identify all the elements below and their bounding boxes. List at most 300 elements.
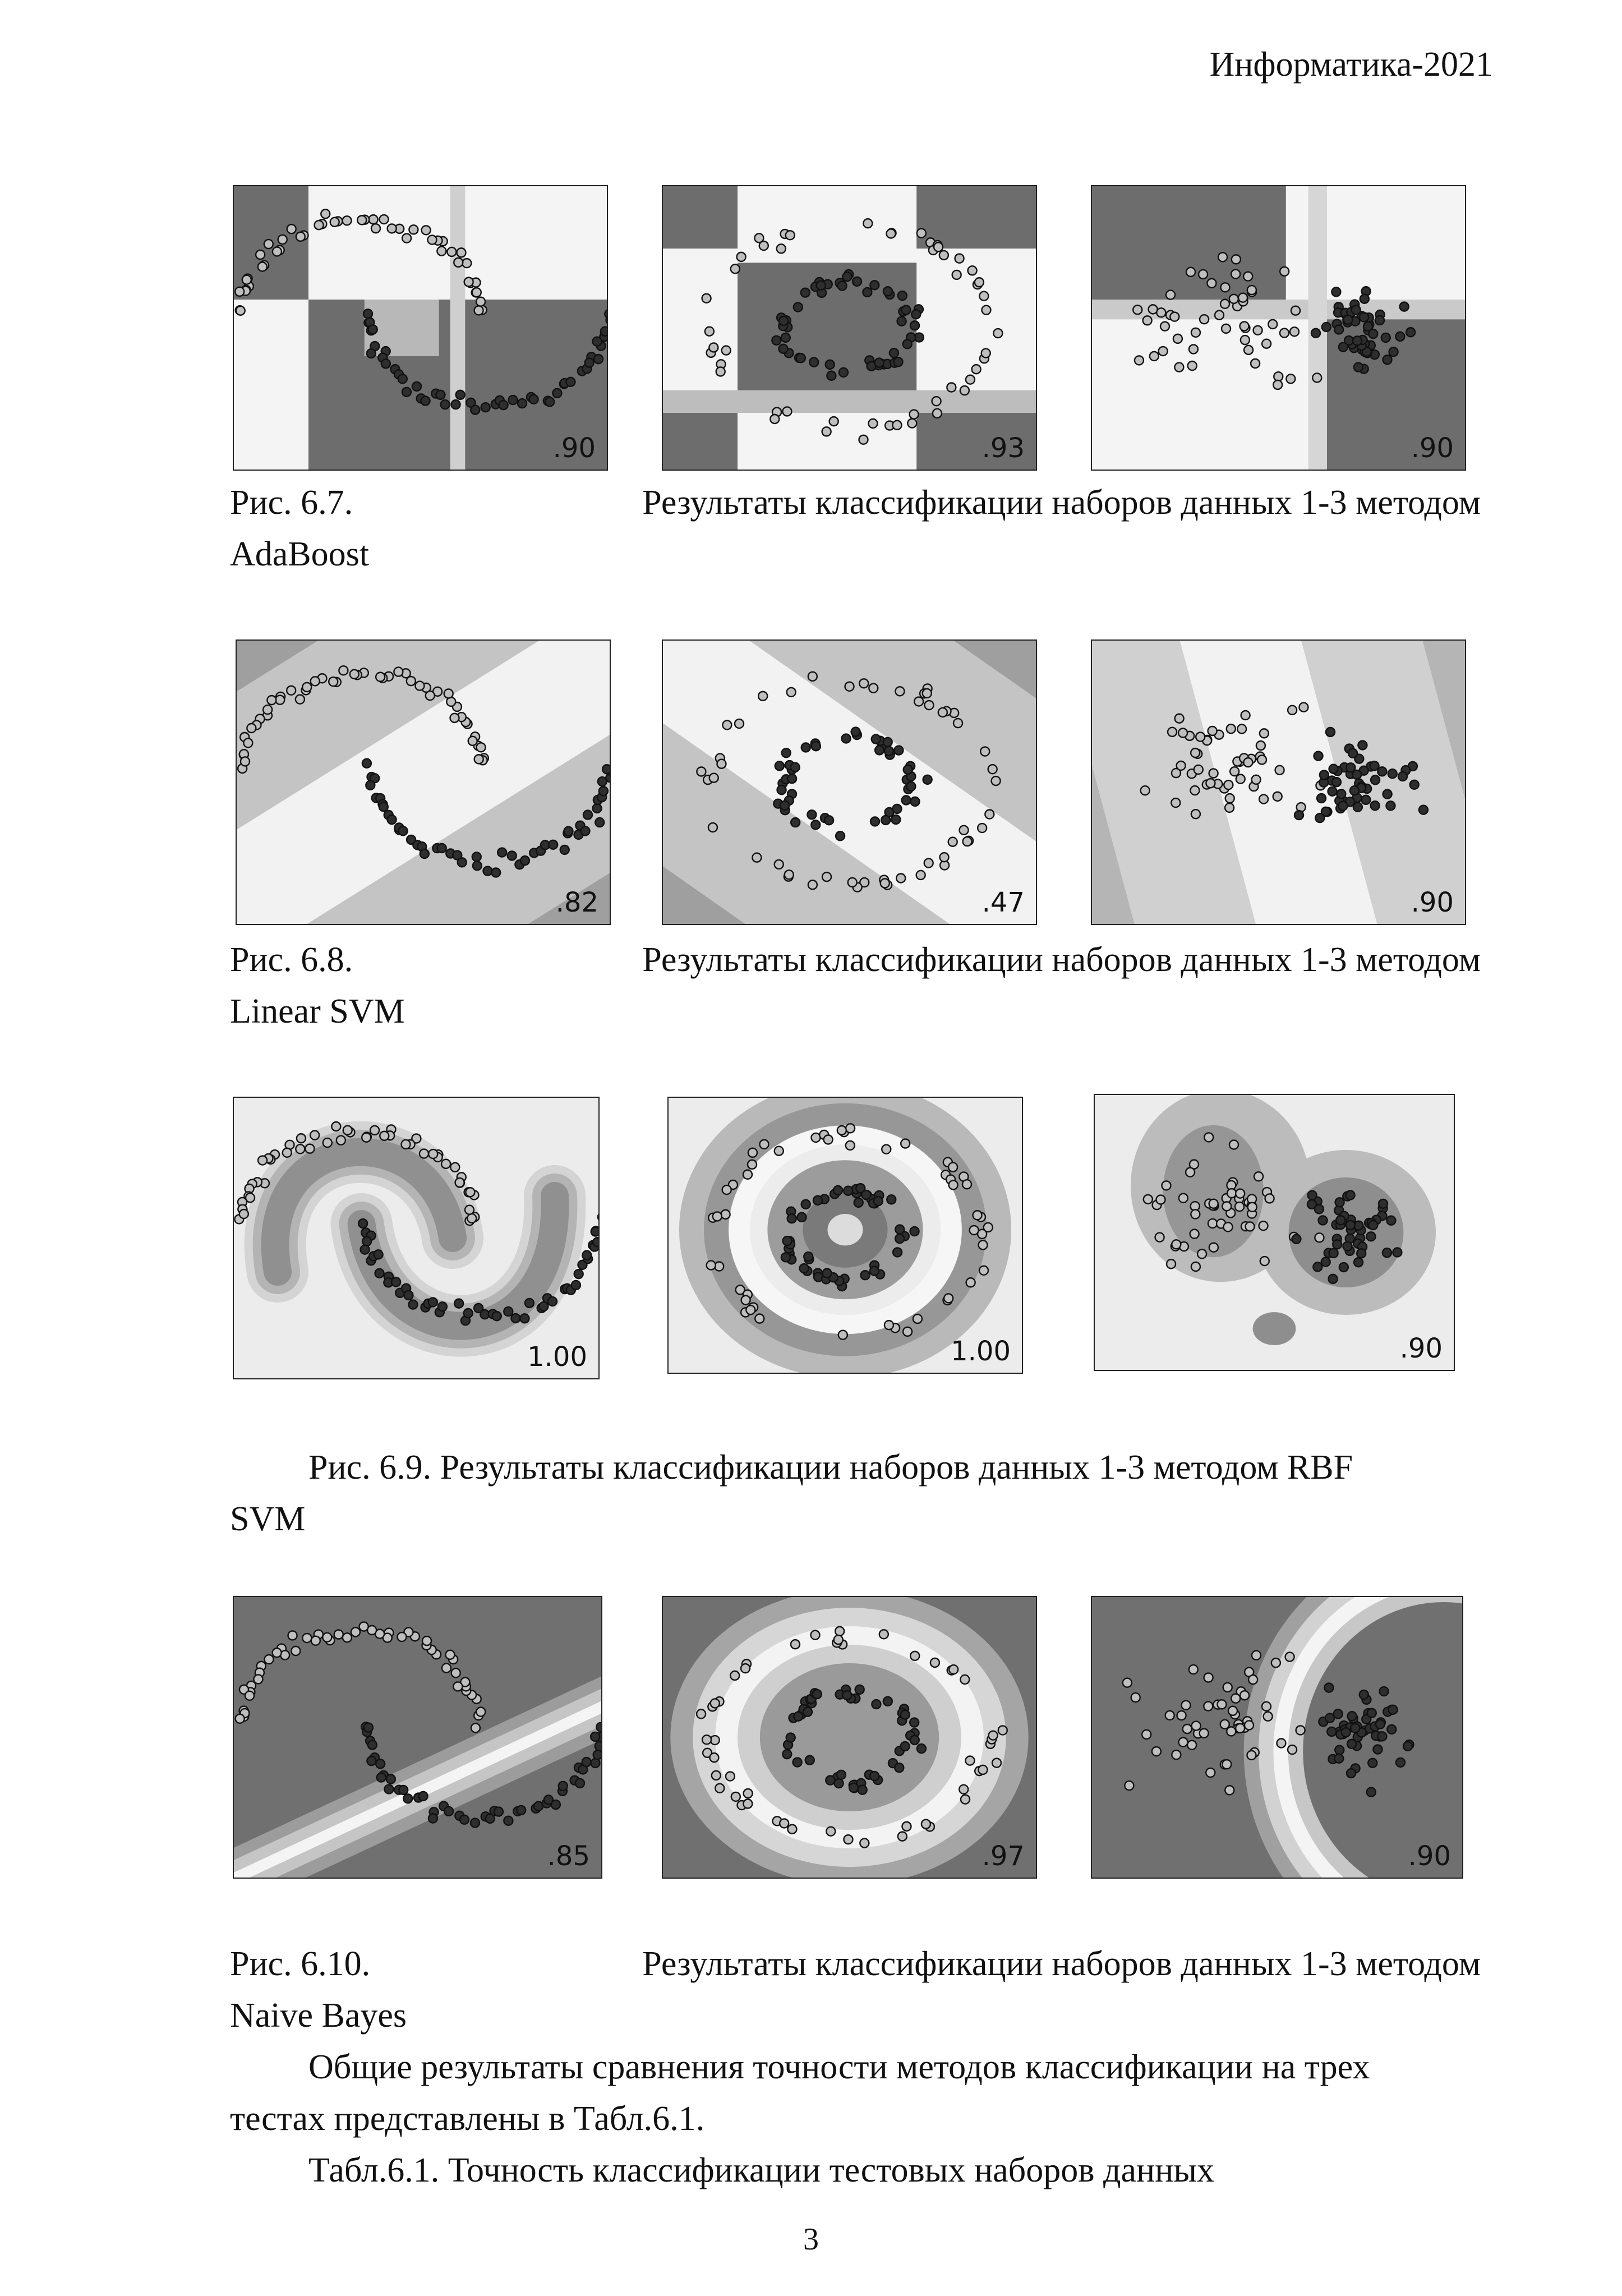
accuracy-score: .90 (1408, 1841, 1451, 1872)
data-point (1187, 1741, 1196, 1750)
data-point (504, 1307, 513, 1316)
fig-6-10-caption (230, 1938, 1481, 1990)
data-point (1383, 790, 1392, 799)
data-point (1133, 305, 1142, 314)
data-point (1373, 1745, 1382, 1754)
data-point (582, 1757, 591, 1766)
data-point (872, 1700, 881, 1709)
data-point (1232, 255, 1241, 264)
data-point (1377, 767, 1386, 776)
data-point (1339, 343, 1348, 352)
data-point (859, 679, 868, 688)
data-point (1386, 1216, 1395, 1225)
data-point (357, 215, 366, 224)
data-point (367, 1756, 376, 1765)
data-point (380, 1131, 389, 1140)
data-point (1339, 1263, 1348, 1272)
data-point (1313, 1262, 1322, 1271)
data-point (1190, 786, 1199, 795)
data-point (844, 1186, 853, 1195)
data-point (1254, 1172, 1263, 1181)
data-point (1383, 1248, 1391, 1257)
data-point (1230, 767, 1239, 776)
data-point (1190, 1230, 1199, 1239)
data-point (1191, 328, 1200, 337)
data-point (726, 1772, 735, 1781)
data-point (1236, 1189, 1245, 1198)
data-point (1314, 752, 1323, 761)
fig-6-7-panel-3 (1091, 185, 1466, 471)
data-point (980, 747, 989, 756)
data-point (875, 746, 884, 754)
data-point (1277, 1738, 1285, 1747)
data-point (848, 878, 857, 887)
data-point (940, 853, 949, 862)
data-point (1288, 1745, 1297, 1754)
data-point (960, 1675, 969, 1684)
data-point (913, 1314, 922, 1323)
data-point (796, 353, 805, 362)
data-point (302, 683, 311, 692)
data-point (1343, 1242, 1352, 1251)
data-point (960, 386, 969, 395)
data-point (1320, 770, 1329, 779)
data-point (1376, 1720, 1385, 1729)
data-point (1335, 1198, 1344, 1207)
data-point (364, 1723, 373, 1732)
fig-6-10-panel-3 (1091, 1596, 1463, 1879)
data-point (917, 229, 926, 238)
fig-6-7-plot-1 (234, 186, 607, 470)
data-point (777, 244, 786, 253)
data-point (948, 838, 957, 846)
data-point (1348, 749, 1357, 758)
data-point (786, 231, 795, 240)
data-point (472, 852, 481, 861)
data-point (302, 1634, 311, 1642)
data-point (1248, 1675, 1257, 1684)
data-point (545, 397, 554, 406)
data-point (420, 849, 429, 858)
data-point (441, 400, 450, 409)
fig-6-10-panel-2 (662, 1596, 1037, 1879)
data-point (1273, 380, 1282, 389)
data-point (708, 823, 717, 832)
data-point (785, 870, 794, 879)
data-point (779, 316, 788, 325)
data-point (1197, 1249, 1206, 1258)
data-point (748, 1160, 757, 1169)
data-point (1354, 363, 1363, 372)
data-point (451, 400, 460, 409)
data-point (1218, 252, 1227, 261)
accuracy-score: .85 (547, 1841, 590, 1872)
data-point (1331, 287, 1340, 296)
table-title: Табл.6.1. Точность классификации тестовых наборов данных (308, 2151, 1215, 2189)
data-point (938, 708, 947, 717)
data-point (582, 1251, 591, 1260)
data-point (870, 817, 879, 826)
fig-6-9-plot-3 (1095, 1095, 1454, 1370)
data-point (1171, 798, 1180, 807)
data-point (454, 1299, 463, 1308)
data-point (380, 215, 389, 224)
data-point (1333, 1240, 1342, 1249)
data-point (1172, 1240, 1181, 1249)
data-point (934, 242, 943, 251)
data-point (1236, 1724, 1245, 1733)
data-point (436, 390, 445, 399)
data-point (911, 797, 920, 806)
data-point (1396, 1758, 1405, 1767)
data-point (360, 1622, 368, 1631)
data-point (1207, 279, 1216, 288)
data-point (549, 840, 557, 849)
data-point (910, 1227, 919, 1236)
data-point (722, 720, 731, 729)
data-point (476, 297, 485, 306)
data-point (428, 1297, 437, 1306)
data-point (596, 1723, 601, 1732)
data-point (861, 1190, 870, 1199)
data-point (474, 754, 483, 763)
data-point (1225, 803, 1234, 812)
data-point (803, 1708, 812, 1717)
data-point (911, 310, 920, 319)
data-point (712, 1771, 721, 1780)
data-point (1348, 1711, 1357, 1720)
data-point (1353, 336, 1362, 345)
data-point (823, 1269, 832, 1278)
fig-6-8-caption-cont: Linear SVM (230, 992, 405, 1030)
data-point (872, 735, 881, 744)
data-point (744, 1789, 753, 1798)
data-point (1228, 1706, 1237, 1715)
data-point (1406, 328, 1415, 337)
data-point (457, 248, 466, 257)
data-point (787, 774, 796, 783)
data-point (402, 388, 411, 397)
data-point (870, 280, 879, 289)
data-point (241, 757, 250, 766)
data-point (415, 682, 424, 691)
data-point (985, 810, 994, 819)
data-point (939, 251, 948, 260)
fig-6-7-caption-cont: AdaBoost (230, 535, 369, 573)
data-point (1222, 1760, 1231, 1769)
data-point (794, 303, 803, 312)
data-point (897, 317, 906, 326)
data-point (258, 262, 267, 271)
data-point (1251, 359, 1260, 368)
data-point (595, 818, 604, 827)
data-point (1335, 1746, 1344, 1755)
data-point (1311, 329, 1320, 338)
data-point (1220, 1720, 1229, 1729)
data-point (722, 1185, 731, 1194)
data-point (741, 1664, 750, 1673)
data-point (924, 859, 933, 868)
data-point (781, 1253, 790, 1262)
data-point (894, 746, 903, 755)
fig-6-9-caption-cont: SVM (230, 1500, 306, 1538)
fig-6-9-plot-2 (669, 1098, 1022, 1373)
data-point (418, 1792, 427, 1801)
data-point (1172, 1750, 1181, 1759)
fig-6-8-plot-2 (663, 641, 1036, 924)
data-point (1188, 361, 1197, 370)
data-point (755, 1314, 764, 1323)
data-point (468, 737, 477, 746)
data-point (1375, 316, 1384, 325)
data-point (910, 321, 919, 330)
data-point (1231, 270, 1240, 279)
data-point (868, 419, 877, 428)
data-point (853, 277, 861, 286)
data-point (887, 1195, 896, 1204)
data-point (1173, 334, 1182, 343)
data-point (1200, 1729, 1209, 1738)
fig-6-10-panel-1 (233, 1596, 602, 1879)
data-point (422, 1636, 431, 1645)
data-point (494, 1807, 503, 1816)
data-point (861, 1271, 870, 1280)
data-point (420, 1149, 428, 1158)
data-point (548, 1297, 557, 1306)
data-point (901, 1742, 910, 1751)
data-point (283, 1148, 292, 1157)
data-point (947, 383, 956, 392)
data-point (759, 1140, 768, 1149)
data-point (323, 1138, 332, 1147)
data-point (955, 254, 964, 263)
data-point (870, 1772, 879, 1780)
data-point (511, 1314, 520, 1323)
data-point (362, 759, 371, 768)
data-point (904, 765, 913, 774)
data-point (903, 1327, 912, 1336)
data-point (1247, 1751, 1256, 1760)
data-point (1361, 795, 1370, 804)
data-point (403, 1794, 412, 1803)
data-point (1350, 786, 1359, 795)
data-point (381, 359, 390, 368)
data-point (1344, 315, 1353, 324)
data-point (602, 765, 610, 774)
data-point (982, 349, 990, 358)
accuracy-score: .90 (1399, 1333, 1443, 1364)
data-point (481, 403, 490, 412)
data-point (794, 1712, 803, 1721)
data-point (1257, 755, 1266, 764)
data-point (1370, 761, 1379, 770)
data-point (1319, 1216, 1328, 1225)
data-point (1241, 335, 1250, 344)
data-point (984, 1223, 993, 1232)
data-point (807, 810, 816, 819)
data-point (397, 1632, 406, 1641)
data-point (1224, 1222, 1233, 1231)
data-point (1223, 1683, 1232, 1692)
data-point (1368, 1759, 1377, 1768)
data-point (1245, 1720, 1254, 1729)
data-point (1342, 1728, 1351, 1737)
data-point (427, 236, 436, 245)
data-point (705, 327, 714, 336)
data-point (949, 1665, 958, 1674)
data-point (467, 1214, 476, 1223)
data-point (730, 1671, 739, 1680)
data-point (1142, 1730, 1151, 1739)
data-point (454, 258, 463, 267)
data-point (1327, 1727, 1336, 1736)
data-point (874, 1197, 883, 1205)
data-point (1315, 1233, 1324, 1242)
data-point (1231, 1694, 1240, 1703)
data-point (1156, 1195, 1165, 1204)
data-point (366, 781, 375, 790)
data-point (1357, 1249, 1366, 1258)
accuracy-score: .47 (982, 887, 1025, 918)
data-point (1246, 1222, 1255, 1231)
data-point (1209, 1243, 1218, 1252)
data-point (1377, 1732, 1386, 1741)
data-point (859, 435, 868, 444)
data-point (851, 728, 860, 737)
data-point (236, 306, 245, 315)
data-point (509, 395, 518, 404)
data-point (1222, 324, 1231, 333)
summary-line-2: тестах представлены в Табл.6.1. (230, 2100, 705, 2138)
data-point (895, 687, 904, 696)
data-point (1209, 769, 1218, 778)
fig-6-7-plot-2 (663, 186, 1036, 470)
data-point (1248, 1203, 1257, 1212)
data-point (1288, 706, 1297, 715)
data-point (445, 1650, 454, 1659)
data-point (1317, 794, 1326, 803)
data-point (497, 848, 506, 857)
data-point (256, 250, 265, 259)
data-point (471, 1819, 480, 1828)
data-point (273, 247, 282, 256)
data-point (1123, 1678, 1132, 1687)
data-point (362, 1133, 371, 1142)
data-point (1379, 1199, 1388, 1208)
data-point (743, 1800, 752, 1809)
data-point (1338, 802, 1347, 811)
data-point (1243, 758, 1252, 767)
data-point (471, 406, 480, 415)
data-point (717, 760, 726, 769)
data-point (564, 827, 573, 836)
data-point (1215, 311, 1224, 320)
data-point (711, 1699, 720, 1708)
data-point (910, 1718, 919, 1727)
data-point (591, 1759, 600, 1768)
data-point (1363, 322, 1372, 331)
data-point (247, 724, 256, 733)
data-point (1229, 1140, 1238, 1149)
accuracy-score: 1.00 (951, 1336, 1011, 1367)
data-point (368, 325, 377, 334)
data-point (398, 374, 407, 383)
data-point (476, 1708, 485, 1717)
data-point (1160, 322, 1169, 331)
data-point (992, 1759, 1001, 1768)
data-point (933, 409, 942, 418)
data-point (1167, 1259, 1176, 1268)
data-point (1315, 1204, 1324, 1213)
data-point (826, 1776, 835, 1785)
data-point (1381, 333, 1390, 342)
data-point (1208, 1219, 1217, 1228)
data-point (963, 837, 972, 846)
data-point (1315, 813, 1324, 822)
data-point (731, 1792, 740, 1801)
data-point (1291, 306, 1300, 315)
data-point (552, 389, 561, 398)
data-point (441, 1159, 450, 1168)
data-point (827, 371, 836, 380)
data-point (1347, 1769, 1356, 1778)
data-point (508, 851, 517, 860)
data-point (462, 259, 471, 268)
data-point (811, 1631, 820, 1640)
data-point (854, 1198, 863, 1207)
data-point (1262, 1702, 1271, 1711)
data-point (1260, 729, 1269, 738)
data-point (288, 1631, 297, 1640)
data-point (520, 856, 529, 865)
data-point (979, 292, 988, 301)
data-point (421, 397, 430, 406)
fig-6-8-caption-label: Рис. 6.8. (230, 941, 353, 979)
data-point (844, 1835, 853, 1844)
data-point (883, 1697, 892, 1706)
fig-6-7-caption (230, 477, 1481, 528)
data-point (952, 270, 961, 279)
data-point (697, 1709, 706, 1718)
data-point (343, 216, 352, 225)
data-point (895, 1225, 904, 1234)
data-point (499, 401, 508, 409)
data-point (805, 1756, 814, 1765)
data-point (351, 1627, 360, 1636)
data-point (520, 1314, 529, 1323)
data-point (1162, 1181, 1171, 1190)
data-point (801, 288, 810, 297)
data-point (835, 1779, 844, 1788)
data-point (839, 368, 848, 377)
data-point (1387, 1725, 1396, 1734)
data-point (601, 327, 607, 336)
data-point (824, 1135, 833, 1144)
data-point (1191, 1262, 1200, 1271)
fig-6-7-caption-label: Рис. 6.7. (230, 484, 353, 522)
data-point (474, 306, 483, 315)
data-point (599, 786, 608, 795)
data-point (278, 235, 287, 244)
data-point (388, 224, 397, 233)
data-point (978, 1765, 987, 1774)
data-point (1236, 775, 1245, 784)
data-point (311, 1636, 320, 1645)
data-point (772, 336, 781, 345)
data-point (1204, 1702, 1213, 1711)
data-point (1208, 726, 1217, 735)
data-point (709, 1753, 718, 1762)
